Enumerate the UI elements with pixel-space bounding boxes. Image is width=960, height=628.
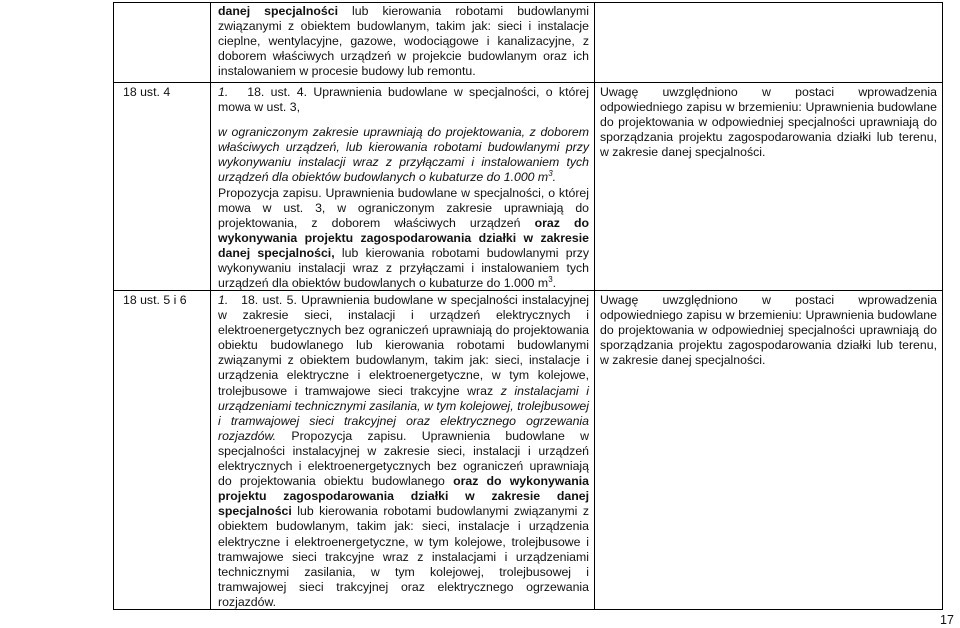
table-border-right — [942, 2, 943, 610]
row1-current-end: . — [552, 170, 557, 185]
comments-table — [113, 2, 943, 610]
column-divider-1 — [210, 2, 211, 610]
row1-content-cell — [218, 85, 593, 291]
row1-proposal-end: . — [552, 276, 557, 291]
row1-current-text: w ograniczonym zakresie uprawniają do projektowania, z doborem właściwych urządzeń, lub kierowania robotami budowlanymi przy wykonywaniu instalacji wraz z przyłączami i instalowaniem tych urządzeń dla obiektów budowlanych o kubaturze do 1.000 m — [218, 125, 589, 185]
row1-title: 18. ust. 4. Uprawnienia budowlane w specjalności, o której mowa w ust. 3, — [218, 85, 593, 115]
row1-paragraph-1 — [218, 85, 593, 115]
row2-proposal-text-a: Propozycja zapisu. Uprawnienia budowlane w specjalności instalacyjnej w zakresie sieci, instalacji i urządzeń elektrycznych i elektroenergetycznych bez ograniczeń uprawniają do projektowania obiektu budowlanego — [218, 428, 589, 489]
intro-bold-text: danej specjalności — [218, 4, 338, 18]
row1-comment-cell: Uwagę uwzględniono w postaci wprowadzenia odpowiedniego zapisu w brzemieniu: Uprawnienia budowlane do projektowania w odpowiedniej specjalności uprawniają do sporządzania projektu zagospodarowania działki lub terenu, w zakresie danej specjalności. — [600, 85, 937, 160]
row2-current-italic: z instalacjami i urządzeniami technicznymi zasilania, w tym kolejowej, trolejbusowej i tramwajowej sieci trakcyjnej oraz elektrycznego ogrzewania rozjazdów. — [218, 383, 589, 443]
row2-current-text: 18. ust. 5. Uprawnienia budowlane w specjalności instalacyjnej w zakresie sieci, instalacji i urządzeń elektrycznych i elektroenergetycznych bez ograniczeń uprawniają do projektowania obiektu budowlanego lub kierowania robotami budowlanymi związanymi z obiektem budowlanym, takim jak: sieci, instalacje i urządzenia elektryczne i elektroenergetyczne, w tym kolejowe, trolejbusowe i tramwajowe sieci trakcyjne wraz — [218, 293, 593, 398]
row1-current-sup: 3 — [548, 169, 553, 179]
page-number: 17 — [940, 613, 954, 627]
row2-number: 1. — [218, 293, 229, 307]
row2-content-cell — [218, 293, 593, 610]
row1-proposal-text-a: Propozycja zapisu. Uprawnienia budowlane w specjalności, o której mowa w ust. 3, w ograniczonym zakresie uprawniają do projektowania, z doborem właściwych urządzeń — [218, 185, 589, 230]
row1-proposal-sup: 3 — [548, 275, 553, 285]
row-divider-1 — [113, 82, 943, 83]
row1-number: 1. — [218, 85, 229, 99]
row1-proposal-text-c: lub kierowania robotami budowlanymi przy wykonywaniu instalacji wraz z przyłączami i instalowaniem tych urządzeń dla obiektów budowlanych o kubaturze do 1.000 m — [218, 245, 589, 291]
row1-proposal-bold: oraz do wykonywania projektu zagospodarowania działki w zakresie danej specjalności, — [218, 215, 589, 260]
table-border-left — [113, 2, 114, 610]
row2-comment-cell: Uwagę uwzględniono w postaci wprowadzenia odpowiedniego zapisu w brzemieniu: Uprawnienia budowlane do projektowania w odpowiedniej specjalności uprawniają do sporządzania projektu zagospodarowania działki lub terenu, w zakresie danej specjalności. — [600, 293, 937, 368]
row2-reference: 18 ust. 5 i 6 — [123, 293, 187, 307]
row2-proposal-bold: oraz do wykonywania projektu zagospodarowania działki w zakresie danej specjalności — [218, 474, 589, 519]
table-border-top — [113, 2, 943, 3]
row1-paragraph-3 — [218, 186, 589, 292]
row2-proposal-text-b: lub kierowania robotami budowlanymi związanymi z obiektem budowlanym, takim jak: sieci, instalacje i urządzenia elektryczne i elektroenergetyczne, w tym kolejowe, trolejbusowe i tramwajowe sieci trakcyjne wraz z instalacjami i urządzeniami technicznymi zasilania, w tym kolejowej, trolejbusowej i tramwajowej sieci trakcyjnej oraz elektrycznego ogrzewania rozjazdów. — [218, 504, 589, 609]
column-divider-2 — [594, 2, 595, 610]
intro-text: lub kierowania robotami budowlanymi związanymi z obiektem budowlanym, takim jak: sieci i instalacje cieplne, wentylacyjne, gazowe, wodociągowe i kanalizacyjne, z doborem właściwych urządzeń w projekcie budowlanym oraz ich instalowaniem w procesie budowy lub remontu. — [218, 4, 589, 79]
row1-reference: 18 ust. 4 — [123, 85, 171, 99]
row1-paragraph-2 — [218, 125, 589, 185]
intro-cell — [218, 4, 589, 79]
